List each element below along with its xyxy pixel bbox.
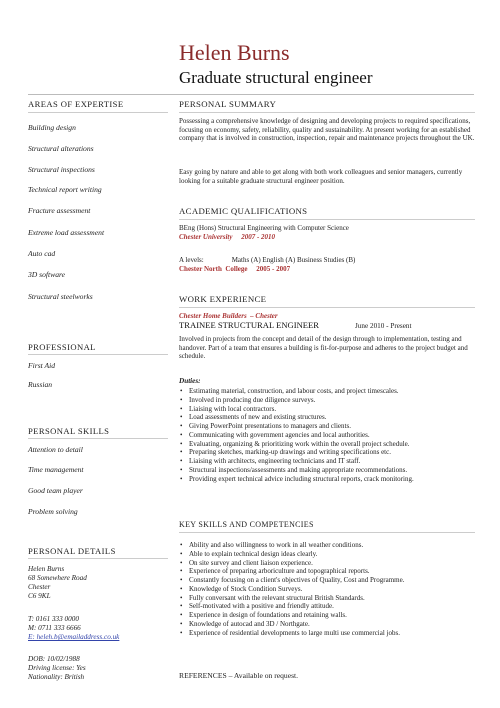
expertise-item: Technical report writing <box>28 185 102 194</box>
skills-item: Problem solving <box>28 507 78 516</box>
list-item: • Estimating material, construction, and labour costs, and project timescales. <box>179 387 479 396</box>
job-title-heading: Graduate structural engineer <box>179 68 373 87</box>
college-line: Chester North College 2005 - 2007 <box>179 265 291 273</box>
list-item: • Experience in design of foundations and retaining walls. <box>179 611 479 620</box>
details-mobile: M: 0711 333 6666 <box>28 624 81 632</box>
list-item: • Constantly focusing on a client's objectives of Quality, Cost and Programme. <box>179 576 479 585</box>
list-item: • Involved in producing due diligence surveys. <box>179 396 479 405</box>
alevels-line: A levels: Maths (A) English (A) Business Studies (B) <box>179 256 356 264</box>
details-license: Driving license: Yes <box>28 664 86 672</box>
key-skills-heading: KEY SKILLS AND COMPETENCIES <box>179 520 314 529</box>
job-dates: June 2010 - Present <box>355 322 412 330</box>
list-item: • Able to explain technical design ideas clearly. <box>179 550 479 559</box>
duties-label: Duties: <box>179 377 201 385</box>
academic-divider <box>179 219 475 220</box>
job-position: TRAINEE STRUCTURAL ENGINEER <box>179 320 320 330</box>
summary-paragraph-1: Possessing a comprehensive knowledge of designing and developing projects to required specifications, focusing on economy, safety, reliability, quality and sustainability. At present working for an established company that is involved in construction, inspection, repair and maintenance projects throughout the UK. <box>179 117 475 143</box>
expertise-item: Structural steelworks <box>28 292 93 301</box>
professional-heading: PROFESSIONAL <box>28 342 96 352</box>
list-item: • Load assessments of new and existing structures. <box>179 413 479 422</box>
key-skills-divider <box>179 532 475 533</box>
list-item: • Liaising with architects, engineering technicians and IT staff. <box>179 457 479 466</box>
summary-heading: PERSONAL SUMMARY <box>179 99 277 109</box>
details-heading: PERSONAL DETAILS <box>28 546 116 556</box>
expertise-item: Fracture assessment <box>28 206 91 215</box>
professional-item: First Aid <box>28 361 56 370</box>
details-nationality: Nationality: British <box>28 673 85 681</box>
expertise-divider <box>28 112 168 113</box>
expertise-item: Auto cad <box>28 249 56 258</box>
university-line: Chester University 2007 - 2010 <box>179 233 276 241</box>
list-item: • Communicating with government agencies and local authorities. <box>179 431 479 440</box>
academic-heading: ACADEMIC QUALIFICATIONS <box>179 206 308 216</box>
list-item: • Knowledge of autocad and 3D / Northgate. <box>179 620 479 629</box>
employer-line: Chester Home Builders – Chester <box>179 312 278 320</box>
expertise-item: Structural inspections <box>28 165 95 174</box>
expertise-item: 3D software <box>28 270 66 279</box>
list-item: • Providing expert technical advice including structural reports, crack monitoring. <box>179 475 479 484</box>
skills-item: Time management <box>28 465 84 474</box>
work-divider <box>179 307 475 308</box>
details-name: Helen Burns <box>28 565 65 573</box>
skills-divider <box>28 438 168 439</box>
list-item: • Knowledge of Stock Condition Surveys. <box>179 585 479 594</box>
professional-item: Russian <box>28 380 53 389</box>
skills-item: Attention to detail <box>28 445 83 454</box>
summary-paragraph-2: Easy going by nature and able to get along with both work colleagues and senior managers, currently looking for a suitable graduate structural engineer position. <box>179 168 463 185</box>
details-phone: T: 0161 333 0000 <box>28 615 79 623</box>
candidate-name: Helen Burns <box>179 40 290 65</box>
details-dob: DOB: 10/02/1988 <box>28 655 80 663</box>
details-postcode: C6 9KL <box>28 592 51 600</box>
expertise-item: Structural alterations <box>28 144 94 153</box>
key-skills-list <box>179 541 479 637</box>
expertise-heading: AREAS OF EXPERTISE <box>28 99 124 109</box>
expertise-item: Extreme load assessment <box>28 228 105 237</box>
details-email-link[interactable]: E: heleh.b@emailaddress.co.uk <box>28 633 120 641</box>
list-item: • Experience of residential developments to large multi use commercial jobs. <box>179 629 479 638</box>
header-divider <box>28 94 474 95</box>
work-heading: WORK EXPERIENCE <box>179 294 267 304</box>
work-intro: Involved in projects from the concept and detail of the design through to implementation, testing and handover. Part of a team that ensures a building is fit-for-purpose and adheres to the project budget and schedule. <box>179 335 468 361</box>
list-item: • Evaluating, organizing & prioritizing work within the overall project schedule. <box>179 440 479 449</box>
duties-list <box>179 387 479 483</box>
professional-divider <box>28 354 168 355</box>
list-item: • Fully conversant with the relevant structural British Standards. <box>179 594 479 603</box>
skills-heading: PERSONAL SKILLS <box>28 426 110 436</box>
list-item: • Preparing sketches, marking-up drawings and writing specifications etc. <box>179 448 479 457</box>
list-item: • Liaising with local contractors. <box>179 405 479 414</box>
details-street: 68 Somewhere Road <box>28 574 87 582</box>
degree-line: BEng (Hons) Structural Engineering with Computer Science <box>179 224 349 232</box>
list-item: • Giving PowerPoint presentations to managers and clients. <box>179 422 479 431</box>
skills-item: Good team player <box>28 486 83 495</box>
expertise-item: Building design <box>28 123 76 132</box>
list-item: • On site survey and client liaison experience. <box>179 559 479 568</box>
references-line: REFERENCES – Available on request. <box>179 671 299 680</box>
list-item: • Ability and also willingness to work in all weather conditions. <box>179 541 479 550</box>
summary-divider <box>179 112 475 113</box>
details-divider <box>28 558 168 559</box>
list-item: • Structural inspections/assessments and making appropriate recommendations. <box>179 466 479 475</box>
list-item: • Self-motivated with a positive and friendly attitude. <box>179 602 479 611</box>
list-item: • Experience of preparing arboriculture and topographical reports. <box>179 567 479 576</box>
details-city: Chester <box>28 583 51 591</box>
